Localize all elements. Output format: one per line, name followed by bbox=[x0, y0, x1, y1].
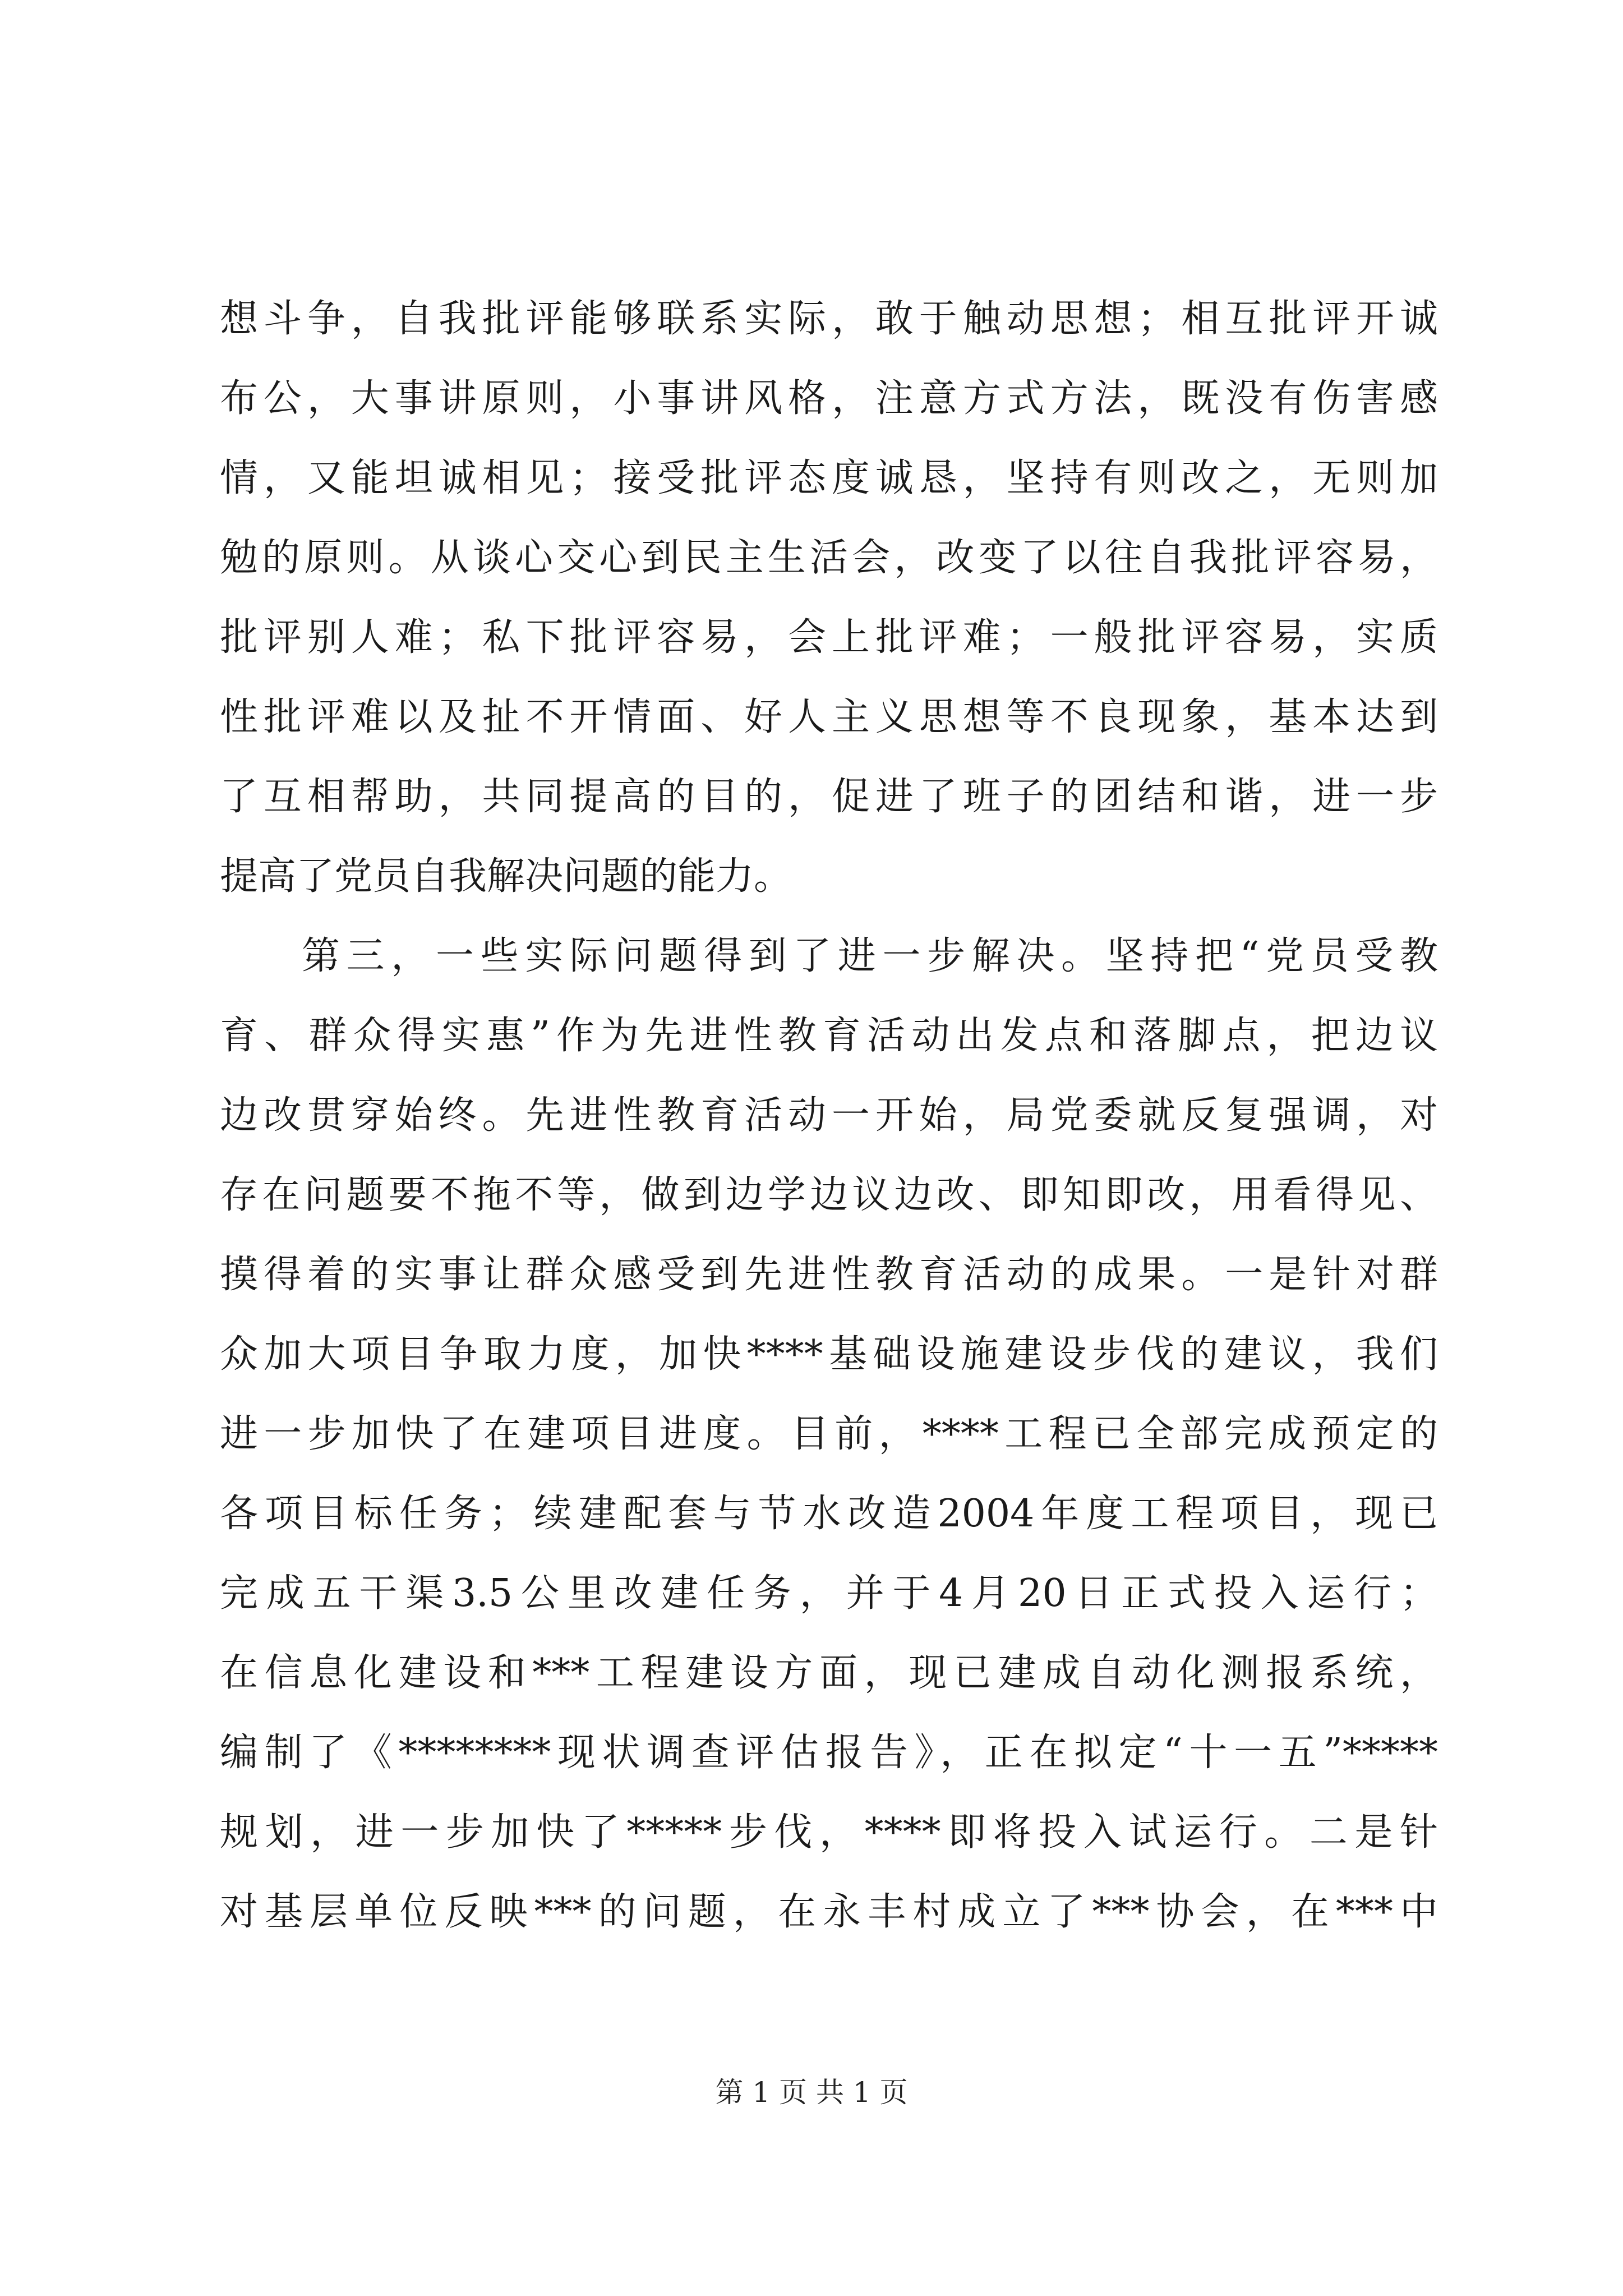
text-line: 对基层单位反映***的问题，在永丰村成立了***协会，在***中 bbox=[220, 1890, 1438, 1934]
text-line: 育、群众得实惠”作为先进性教育活动出发点和落脚点，把边议 bbox=[220, 1014, 1438, 1058]
text-line: 了互相帮助，共同提高的目的，促进了班子的团结和谐，进一步 bbox=[220, 775, 1438, 819]
paragraph-end-line: 提高了党员自我解决问题的能力。 bbox=[220, 854, 792, 899]
text-line: 边改贯穿始终。先进性教育活动一开始，局党委就反复强调，对 bbox=[220, 1093, 1438, 1138]
page-number-label: 第 1 页 共 1 页 bbox=[715, 2076, 908, 2109]
text-line: 众加大项目争取力度，加快****基础设施建设步伐的建议，我们 bbox=[220, 1332, 1438, 1377]
text-line: 完成五干渠3.5公里改建任务，并于4月20日正式投入运行； bbox=[220, 1571, 1438, 1616]
text-line: 批评别人难；私下批评容易，会上批评难；一般批评容易，实质 bbox=[220, 615, 1438, 660]
text-line: 进一步加快了在建项目进度。目前，****工程已全部完成预定的 bbox=[220, 1412, 1438, 1456]
page-footer bbox=[0, 2070, 1623, 2115]
text-line: 存在问题要不拖不等，做到边学边议边改、即知即改，用看得见、 bbox=[220, 1173, 1438, 1217]
text-line: 各项目标任务；续建配套与节水改造2004年度工程项目，现已 bbox=[220, 1492, 1438, 1536]
text-line: 规划，进一步加快了*****步伐，****即将投入试运行。二是针 bbox=[220, 1810, 1438, 1855]
text-line: 情，又能坦诚相见；接受批评态度诚恳，坚持有则改之，无则加 bbox=[220, 456, 1438, 500]
text-line: 摸得着的实事让群众感受到先进性教育活动的成果。一是针对群 bbox=[220, 1253, 1438, 1297]
text-line: 性批评难以及扯不开情面、好人主义思想等不良现象，基本达到 bbox=[220, 695, 1438, 739]
paragraph-start-line: 第三，一些实际问题得到了进一步解决。坚持把“党员受教 bbox=[302, 934, 1438, 978]
text-line: 勉的原则。从谈心交心到民主生活会，改变了以往自我批评容易， bbox=[220, 536, 1438, 580]
text-line: 编制了《********现状调查评估报告》，正在拟定“十一五”***** bbox=[220, 1731, 1438, 1775]
text-line: 在信息化建设和***工程建设方面，现已建成自动化测报系统， bbox=[220, 1651, 1438, 1695]
text-line: 想斗争，自我批评能够联系实际，敢于触动思想；相互批评开诚 bbox=[220, 297, 1438, 341]
body-text bbox=[220, 279, 1438, 1952]
text-line: 布公，大事讲原则，小事讲风格，注意方式方法，既没有伤害感 bbox=[220, 376, 1438, 421]
